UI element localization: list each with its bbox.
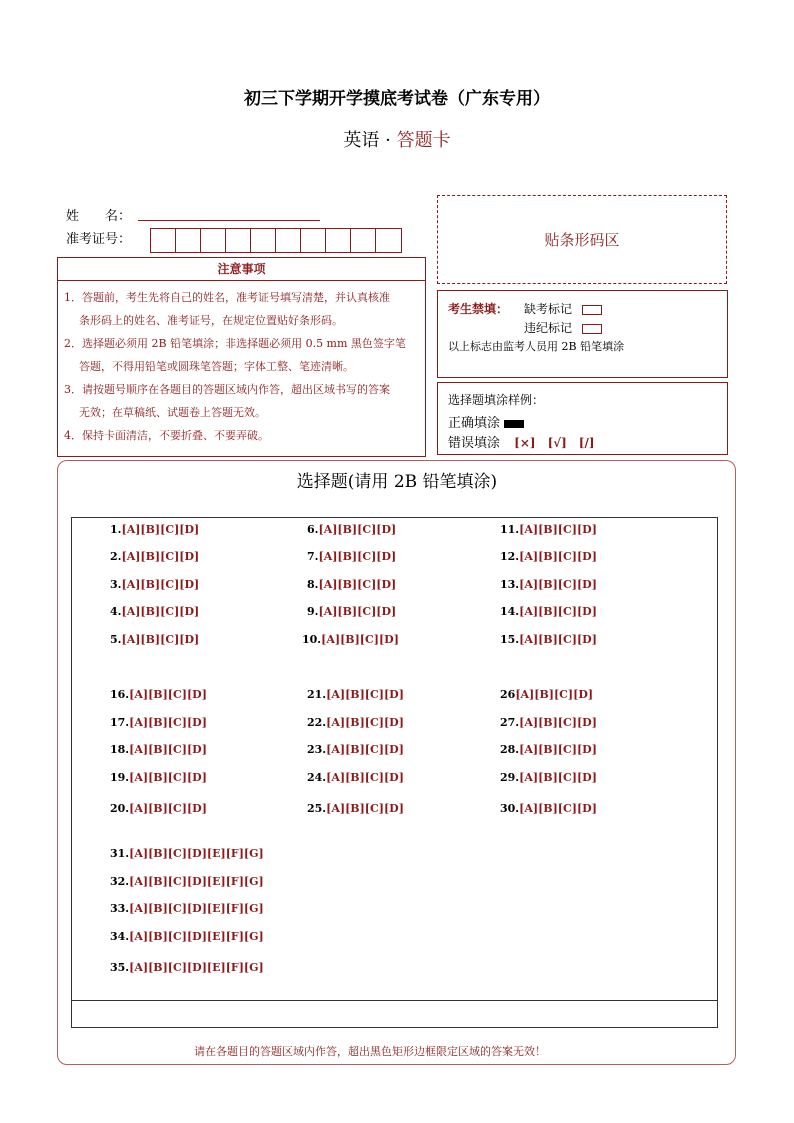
question-row[interactable]: 21.[A][B][C][D] [307,688,404,701]
question-row[interactable]: 4.[A][B][C][D] [110,605,200,618]
card-label: 答题卡 [396,130,451,151]
subtitle-dot: · [379,130,397,151]
notice-line: 1．答题前，考生先将自己的姓名，准考证号填写清楚，并认真核准 [64,291,390,304]
proctor-note: 以上标志由监考人员用 2B 铅笔填涂 [448,340,625,353]
proctor-mark-box [437,290,728,378]
notice-line: 2．选择题必须用 2B 铅笔填涂；非选择题必须用 0.5 mm 黑色签字笔 [64,337,406,350]
wrong-fill-label: 错误填涂 [448,436,501,451]
question-row[interactable]: 2.[A][B][C][D] [110,550,200,563]
fill-sample-box [437,382,728,455]
grid-divider [71,1000,718,1001]
notice-body [57,281,426,457]
question-row[interactable]: 9.[A][B][C][D] [307,605,397,618]
question-row[interactable]: 14.[A][B][C][D] [500,605,597,618]
name-field[interactable] [138,220,320,221]
exam-id-digit-box[interactable] [226,229,251,252]
question-row[interactable]: 6.[A][B][C][D] [307,523,397,536]
exam-id-digit-box[interactable] [326,229,351,252]
notice-line: 无效；在草稿纸、试题卷上答题无效。 [79,406,266,419]
question-row[interactable]: 7.[A][B][C][D] [307,550,397,563]
notice-line: 3．请按题号顺序在各题目的答题区域内作答，超出区域书写的答案 [64,383,390,396]
question-row[interactable]: 35.[A][B][C][D][E][F][G] [110,961,264,974]
exam-id-digit-box[interactable] [376,229,401,252]
exam-id-digit-box[interactable] [301,229,326,252]
question-row[interactable]: 19.[A][B][C][D] [110,771,207,784]
notice-line: 条形码上的姓名、准考证号，在规定位置贴好条形码。 [79,314,343,327]
absent-mark-label: 缺考标记 [524,302,573,316]
footer-warning: 请在各题目的答题区域内作答，超出黑色矩形边框限定区域的答案无效！ [194,1045,546,1058]
exam-id-digit-box[interactable] [251,229,276,252]
question-row[interactable]: 15.[A][B][C][D] [500,633,597,646]
notice-line: 4．保持卡面清洁，不要折叠、不要弄破。 [64,429,269,442]
question-row[interactable]: 22.[A][B][C][D] [307,716,404,729]
correct-fill-row [448,412,524,431]
absent-mark-box[interactable] [582,305,602,315]
question-row[interactable]: 34.[A][B][C][D][E][F][G] [110,930,264,943]
filled-block-icon [504,420,524,428]
exam-id-digit-box[interactable] [201,229,226,252]
question-row[interactable]: 13.[A][B][C][D] [500,578,597,591]
question-row[interactable]: 8.[A][B][C][D] [307,578,397,591]
exam-id-boxes[interactable] [150,228,402,253]
question-row[interactable]: 25.[A][B][C][D] [307,802,404,815]
exam-id-digit-box[interactable] [151,229,176,252]
question-row[interactable]: 18.[A][B][C][D] [110,743,207,756]
absent-mark-row [524,300,602,317]
exam-id-digit-box[interactable] [176,229,201,252]
fill-sample-heading: 选择题填涂样例： [448,393,545,407]
name-label: 姓 名： [66,209,132,224]
question-row[interactable]: 31.[A][B][C][D][E][F][G] [110,847,264,860]
question-row[interactable]: 5.[A][B][C][D] [110,633,200,646]
correct-fill-label: 正确填涂 [448,416,501,431]
exam-id-label: 准考证号： [66,232,132,247]
barcode-label: 贴条形码区 [544,231,620,249]
exam-id-digit-box[interactable] [276,229,301,252]
question-row[interactable]: 33.[A][B][C][D][E][F][G] [110,902,264,915]
exam-id-digit-box[interactable] [351,229,376,252]
page-title: 初三下学期开学摸底考试卷（广东专用） [244,89,550,109]
violation-mark-label: 违纪标记 [524,321,573,335]
notice-heading: 注意事项 [57,257,426,281]
question-row[interactable]: 20.[A][B][C][D] [110,802,207,815]
question-row[interactable]: 10.[A][B][C][D] [302,633,399,646]
section-title: 选择题(请用 2B 铅笔填涂) [296,472,498,492]
question-row[interactable]: 11.[A][B][C][D] [500,523,597,536]
question-row[interactable]: 26[A][B][C][D] [500,688,594,701]
barcode-area [437,195,727,284]
violation-mark-row [524,319,602,336]
notice-line: 答题，不得用铅笔或圆珠笔答题；字体工整、笔迹清晰。 [79,360,354,373]
question-row[interactable]: 27.[A][B][C][D] [500,716,597,729]
question-row[interactable]: 29.[A][B][C][D] [500,771,597,784]
violation-mark-box[interactable] [582,324,602,334]
question-row[interactable]: 12.[A][B][C][D] [500,550,597,563]
question-row[interactable]: 3.[A][B][C][D] [110,578,200,591]
question-row[interactable]: 23.[A][B][C][D] [307,743,404,756]
question-row[interactable]: 16.[A][B][C][D] [110,688,207,701]
question-row[interactable]: 28.[A][B][C][D] [500,743,597,756]
question-row[interactable]: 1.[A][B][C][D] [110,523,200,536]
subject-label: 英语 [343,130,380,151]
wrong-fill-row [448,432,595,451]
question-row[interactable]: 30.[A][B][C][D] [500,802,597,815]
question-row[interactable]: 17.[A][B][C][D] [110,716,207,729]
proctor-only-label: 考生禁填： [448,302,509,316]
question-row[interactable]: 32.[A][B][C][D][E][F][G] [110,875,264,888]
wrong-fill-marks: [×] [√] [/] [514,436,595,450]
page-subtitle [0,126,794,152]
question-row[interactable]: 24.[A][B][C][D] [307,771,404,784]
